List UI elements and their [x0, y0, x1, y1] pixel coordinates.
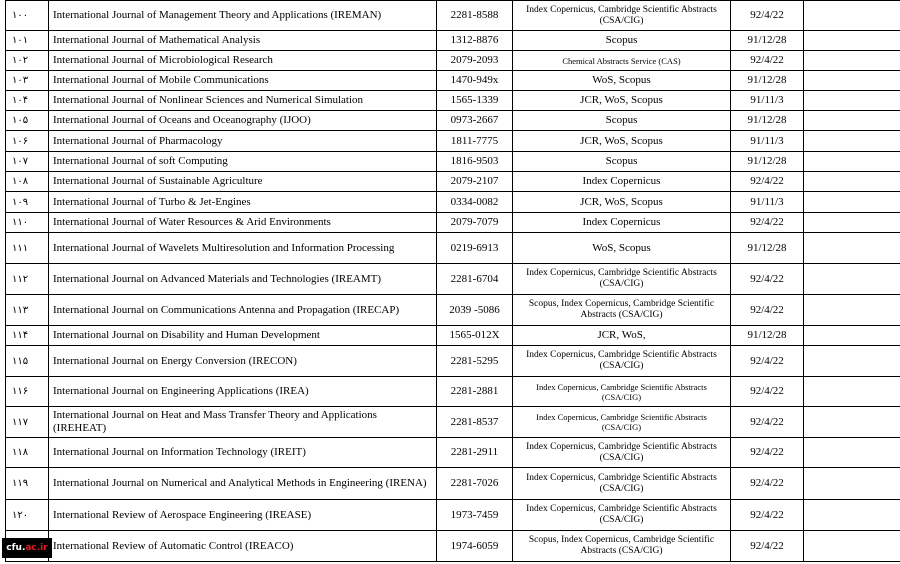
row-number: ۱۱۰: [6, 213, 49, 233]
notes-cell: [804, 1, 900, 31]
table-row: [6, 91, 900, 111]
issn: 2281-8537: [437, 407, 513, 438]
notes-cell: [804, 326, 900, 346]
indexing: Index Copernicus, Cambridge Scientific Abstracts (CSA/CIG): [513, 346, 731, 377]
journal-title: International Journal of Management Theory and Applications (IREMAN): [49, 1, 437, 31]
indexing: Scopus: [513, 31, 731, 51]
notes-cell: [804, 438, 900, 468]
table-row: [6, 407, 900, 438]
journal-title: International Journal of Mobile Communications: [49, 71, 437, 91]
journal-title: International Journal of Pharmacology: [49, 131, 437, 152]
journal-title: International Journal on Energy Conversion (IRECON): [49, 346, 437, 377]
journal-title: International Journal on Advanced Materials and Technologies (IREAMT): [49, 264, 437, 295]
journal-title: International Review of Aerospace Engineering (IREASE): [49, 500, 437, 531]
journal-title: International Review of Automatic Control (IREACO): [49, 531, 437, 562]
approval-date: 91/12/28: [731, 31, 804, 51]
indexing: WoS, Scopus: [513, 233, 731, 264]
approval-date: 92/4/22: [731, 213, 804, 233]
indexing: JCR, WoS,: [513, 326, 731, 346]
issn: 1565-012X: [437, 326, 513, 346]
indexing: Index Copernicus: [513, 213, 731, 233]
table-row: [6, 172, 900, 192]
approval-date: 92/4/22: [731, 264, 804, 295]
indexing: Scopus: [513, 111, 731, 131]
approval-date: 91/12/28: [731, 152, 804, 172]
approval-date: 92/4/22: [731, 295, 804, 326]
journal-title: International Journal on Disability and Human Development: [49, 326, 437, 346]
approval-date: 92/4/22: [731, 500, 804, 531]
issn: 2079-2093: [437, 51, 513, 71]
cfu-logo: cfu . ac.ir: [2, 538, 52, 558]
notes-cell: [804, 131, 900, 152]
row-number: ۱۱۹: [6, 468, 49, 500]
indexing: Index Copernicus, Cambridge Scientific Abstracts (CSA/CIG): [513, 438, 731, 468]
issn: 2079-2107: [437, 172, 513, 192]
journal-title: International Journal on Engineering Applications (IREA): [49, 377, 437, 407]
row-number: ۱۰۹: [6, 192, 49, 213]
row-number: ۱۰۰: [6, 1, 49, 31]
notes-cell: [804, 346, 900, 377]
indexing: Index Copernicus, Cambridge Scientific Abstracts (CSA/CIG): [513, 1, 731, 31]
issn: 1312-8876: [437, 31, 513, 51]
issn: 2281-6704: [437, 264, 513, 295]
table-row: [6, 1, 900, 31]
table-row: [6, 531, 900, 562]
table-row: [6, 326, 900, 346]
approval-date: 92/4/22: [731, 407, 804, 438]
table-row: [6, 468, 900, 500]
indexing: Chemical Abstracts Service (CAS): [513, 51, 731, 71]
journal-title: International Journal on Information Technology (IREIT): [49, 438, 437, 468]
table-row: [6, 111, 900, 131]
notes-cell: [804, 468, 900, 500]
row-number: ۱۱۳: [6, 295, 49, 326]
indexing: Index Copernicus, Cambridge Scientific Abstracts (CSA/CIG): [513, 407, 731, 438]
row-number: ۱۰۷: [6, 152, 49, 172]
indexing: JCR, WoS, Scopus: [513, 131, 731, 152]
notes-cell: [804, 233, 900, 264]
indexing: Scopus: [513, 152, 731, 172]
approval-date: 91/12/28: [731, 111, 804, 131]
journal-title: International Journal of Microbiological Research: [49, 51, 437, 71]
issn: 2281-2881: [437, 377, 513, 407]
logo-prefix: cfu: [6, 543, 22, 553]
journal-title: International Journal of Water Resources & Arid Environments: [49, 213, 437, 233]
approval-date: 92/4/22: [731, 51, 804, 71]
indexing: WoS, Scopus: [513, 71, 731, 91]
notes-cell: [804, 71, 900, 91]
issn: 0973-2667: [437, 111, 513, 131]
indexing: JCR, WoS, Scopus: [513, 91, 731, 111]
issn: 2281-8588: [437, 1, 513, 31]
row-number: ۱۱۵: [6, 346, 49, 377]
table-row: [6, 131, 900, 152]
table-row: [6, 500, 900, 531]
journal-title: International Journal of Oceans and Oceanography (IJOO): [49, 111, 437, 131]
row-number: ۱۰۱: [6, 31, 49, 51]
indexing: Index Copernicus, Cambridge Scientific Abstracts (CSA/CIG): [513, 500, 731, 531]
table-row: [6, 264, 900, 295]
notes-cell: [804, 264, 900, 295]
notes-cell: [804, 91, 900, 111]
row-number: ۱۰۴: [6, 91, 49, 111]
issn: 1974-6059: [437, 531, 513, 562]
row-number: ۱۰۲: [6, 51, 49, 71]
journal-title: International Journal on Communications Antenna and Propagation (IRECAP): [49, 295, 437, 326]
indexing: Scopus, Index Copernicus, Cambridge Scientific Abstracts (CSA/CIG): [513, 295, 731, 326]
notes-cell: [804, 295, 900, 326]
journal-title: International Journal of soft Computing: [49, 152, 437, 172]
approval-date: 91/12/28: [731, 71, 804, 91]
table-row: [6, 213, 900, 233]
journal-title: International Journal of Sustainable Agriculture: [49, 172, 437, 192]
notes-cell: [804, 407, 900, 438]
row-number: ۱۱۴: [6, 326, 49, 346]
approval-date: 92/4/22: [731, 438, 804, 468]
journal-title: International Journal of Nonlinear Sciences and Numerical Simulation: [49, 91, 437, 111]
row-number: ۱۲۰: [6, 500, 49, 531]
approval-date: 91/11/3: [731, 131, 804, 152]
row-number: ۱۱۶: [6, 377, 49, 407]
issn: 1816-9503: [437, 152, 513, 172]
journal-title: International Journal of Wavelets Multiresolution and Information Processing: [49, 233, 437, 264]
approval-date: 91/11/3: [731, 91, 804, 111]
table-row: [6, 346, 900, 377]
issn: 1470-949x: [437, 71, 513, 91]
journals-table-body: [6, 1, 900, 562]
issn: 1973-7459: [437, 500, 513, 531]
journal-title: International Journal of Turbo & Jet-Engines: [49, 192, 437, 213]
journals-table: [5, 0, 900, 562]
journal-title: International Journal of Mathematical Analysis: [49, 31, 437, 51]
issn: 2079-7079: [437, 213, 513, 233]
row-number: ۱۰۸: [6, 172, 49, 192]
row-number: ۱۱۷: [6, 407, 49, 438]
approval-date: 92/4/22: [731, 1, 804, 31]
row-number: ۱۰۶: [6, 131, 49, 152]
notes-cell: [804, 152, 900, 172]
table-row: [6, 295, 900, 326]
issn: 2039 -5086: [437, 295, 513, 326]
approval-date: 92/4/22: [731, 172, 804, 192]
row-number: ۱۰۳: [6, 71, 49, 91]
table-row: [6, 31, 900, 51]
approval-date: 92/4/22: [731, 346, 804, 377]
row-number: ۱۱۸: [6, 438, 49, 468]
issn: 1811-7775: [437, 131, 513, 152]
table-row: [6, 152, 900, 172]
approval-date: 92/4/22: [731, 531, 804, 562]
row-number: ۱۱۱: [6, 233, 49, 264]
indexing: Index Copernicus, Cambridge Scientific Abstracts (CSA/CIG): [513, 377, 731, 407]
issn: 2281-2911: [437, 438, 513, 468]
notes-cell: [804, 377, 900, 407]
approval-date: 91/11/3: [731, 192, 804, 213]
indexing: Index Copernicus, Cambridge Scientific Abstracts (CSA/CIG): [513, 264, 731, 295]
table-row: [6, 377, 900, 407]
table-row: [6, 233, 900, 264]
issn: 0334-0082: [437, 192, 513, 213]
issn: 2281-7026: [437, 468, 513, 500]
row-number: ۱۱۲: [6, 264, 49, 295]
approval-date: 91/12/28: [731, 233, 804, 264]
issn: 2281-5295: [437, 346, 513, 377]
logo-accent: ac.ir: [25, 543, 48, 553]
table-row: [6, 438, 900, 468]
indexing: Scopus, Index Copernicus, Cambridge Scientific Abstracts (CSA/CIG): [513, 531, 731, 562]
journal-title: International Journal on Heat and Mass Transfer Theory and Applications (IREHEAT): [49, 407, 437, 438]
table-row: [6, 192, 900, 213]
indexing: JCR, WoS, Scopus: [513, 192, 731, 213]
notes-cell: [804, 192, 900, 213]
notes-cell: [804, 213, 900, 233]
notes-cell: [804, 172, 900, 192]
table-row: [6, 51, 900, 71]
notes-cell: [804, 111, 900, 131]
indexing: Index Copernicus, Cambridge Scientific Abstracts (CSA/CIG): [513, 468, 731, 500]
approval-date: 91/12/28: [731, 326, 804, 346]
row-number: ۱۰۵: [6, 111, 49, 131]
issn: 0219-6913: [437, 233, 513, 264]
table-row: [6, 71, 900, 91]
notes-cell: [804, 500, 900, 531]
journal-title: International Journal on Numerical and Analytical Methods in Engineering (IRENA): [49, 468, 437, 500]
approval-date: 92/4/22: [731, 377, 804, 407]
approval-date: 92/4/22: [731, 468, 804, 500]
notes-cell: [804, 51, 900, 71]
notes-cell: [804, 31, 900, 51]
issn: 1565-1339: [437, 91, 513, 111]
indexing: Index Copernicus: [513, 172, 731, 192]
notes-cell: [804, 531, 900, 562]
